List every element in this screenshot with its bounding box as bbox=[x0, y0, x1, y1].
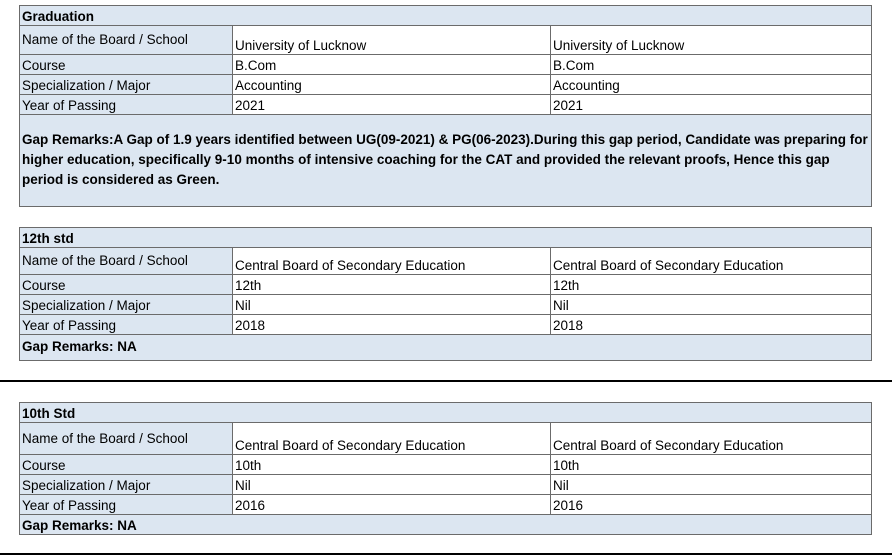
row-label: Specialization / Major bbox=[20, 75, 233, 95]
row-value: B.Com bbox=[233, 55, 551, 75]
section-divider bbox=[0, 553, 892, 555]
row-label: Course bbox=[20, 55, 233, 75]
row-label: Specialization / Major bbox=[20, 295, 233, 315]
gap-remarks: Gap Remarks: NA bbox=[20, 335, 872, 361]
row-value: 2018 bbox=[551, 315, 872, 335]
row-value: Central Board of Secondary Education bbox=[233, 423, 551, 455]
row-value: Central Board of Secondary Education bbox=[233, 248, 551, 275]
row-value: Nil bbox=[233, 475, 551, 495]
gap-remarks: Gap Remarks:A Gap of 1.9 years identified between UG(09-2021) & PG(06-2023).During this gap period, Candidate was preparing for higher education, specifically 9-10 months of intensive coaching for the CAT and provided the relevant proofs, Hence this gap period is considered as Green. bbox=[20, 115, 872, 207]
section-title: 12th std bbox=[20, 228, 872, 248]
row-value: University of Lucknow bbox=[233, 26, 551, 55]
row-value: Accounting bbox=[233, 75, 551, 95]
graduation-table bbox=[19, 5, 872, 207]
row-label: Specialization / Major bbox=[20, 475, 233, 495]
gap-remarks: Gap Remarks: NA bbox=[20, 515, 872, 535]
row-value: 10th bbox=[233, 455, 551, 475]
row-value: 12th bbox=[233, 275, 551, 295]
row-value: Central Board of Secondary Education bbox=[551, 423, 872, 455]
section-divider bbox=[0, 380, 892, 382]
row-value: 12th bbox=[551, 275, 872, 295]
row-label: Year of Passing bbox=[20, 495, 233, 515]
row-label: Course bbox=[20, 455, 233, 475]
row-label: Year of Passing bbox=[20, 315, 233, 335]
row-label: Name of the Board / School bbox=[20, 26, 233, 55]
row-label: Name of the Board / School bbox=[20, 248, 233, 275]
row-value: 2021 bbox=[551, 95, 872, 115]
section-title: 10th Std bbox=[20, 403, 872, 423]
12th-std-table bbox=[19, 227, 872, 361]
row-label: Name of the Board / School bbox=[20, 423, 233, 455]
row-value: 10th bbox=[551, 455, 872, 475]
row-value: Accounting bbox=[551, 75, 872, 95]
row-value: Nil bbox=[551, 295, 872, 315]
row-value: Central Board of Secondary Education bbox=[551, 248, 872, 275]
row-value: B.Com bbox=[551, 55, 872, 75]
row-value: 2018 bbox=[233, 315, 551, 335]
row-value: Nil bbox=[233, 295, 551, 315]
row-value: University of Lucknow bbox=[551, 26, 872, 55]
10th-std-table bbox=[19, 402, 872, 535]
section-title: Graduation bbox=[20, 6, 872, 26]
row-value: 2016 bbox=[233, 495, 551, 515]
row-value: 2021 bbox=[233, 95, 551, 115]
row-label: Course bbox=[20, 275, 233, 295]
row-value: 2016 bbox=[551, 495, 872, 515]
row-label: Year of Passing bbox=[20, 95, 233, 115]
row-value: Nil bbox=[551, 475, 872, 495]
